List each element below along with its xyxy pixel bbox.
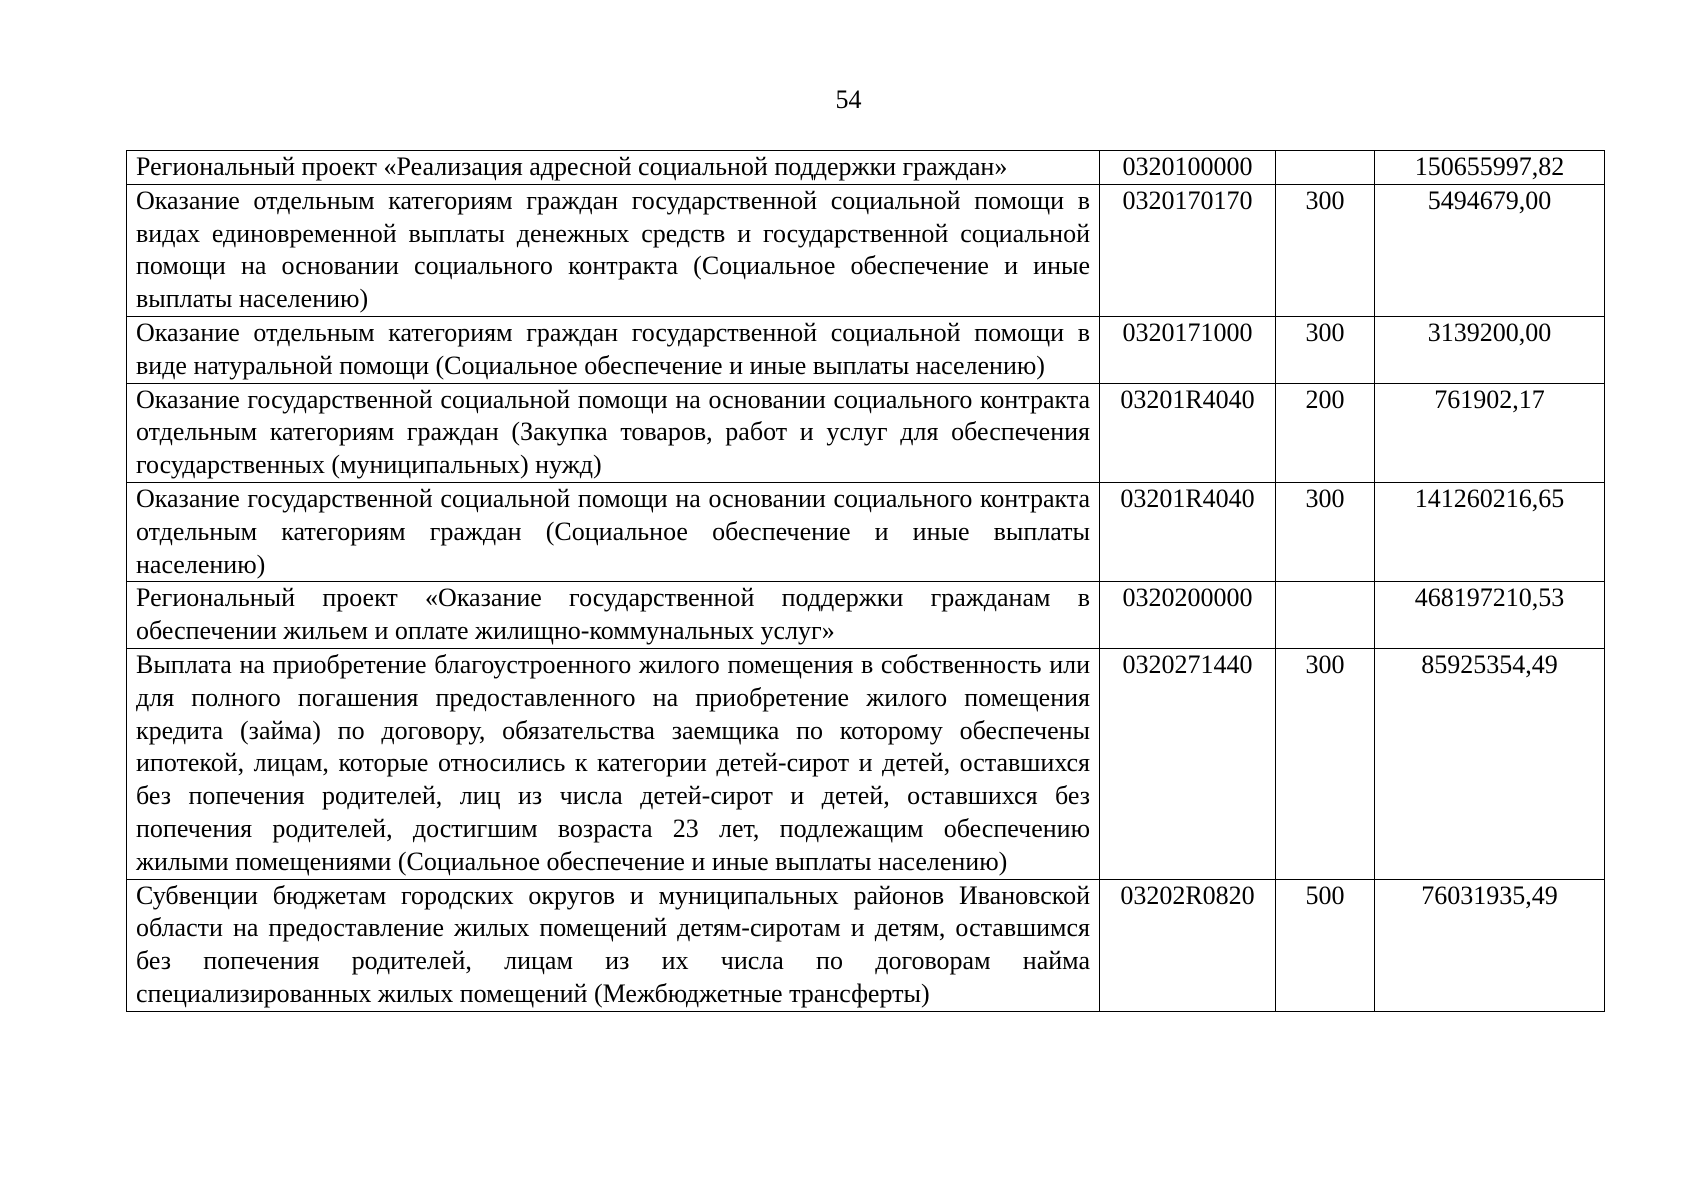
row-description: Оказание государственной социальной помощи на основании социального контракта отдельным категориям граждан (Социальное обеспечение и иные выплаты населению)	[127, 482, 1100, 581]
table-row	[127, 482, 1605, 581]
table-row	[127, 184, 1605, 316]
row-target-code: 0320100000	[1100, 151, 1276, 185]
row-expense-kind: 500	[1276, 879, 1375, 1011]
row-expense-kind	[1276, 582, 1375, 649]
row-amount: 150655997,82	[1375, 151, 1605, 185]
row-target-code: 0320271440	[1100, 648, 1276, 879]
table-row	[127, 648, 1605, 879]
row-description: Оказание отдельным категориям граждан государственной социальной помощи в видах единовременной выплаты денежных средств и государственной социальной помощи на основании социального контракта (Социальное обеспечение и иные выплаты населению)	[127, 184, 1100, 316]
row-amount: 761902,17	[1375, 383, 1605, 482]
row-target-code: 03201R4040	[1100, 383, 1276, 482]
row-expense-kind: 200	[1276, 383, 1375, 482]
table-row	[127, 383, 1605, 482]
table-row	[127, 316, 1605, 383]
table-row	[127, 151, 1605, 185]
row-target-code: 03201R4040	[1100, 482, 1276, 581]
row-description: Региональный проект «Оказание государственной поддержки гражданам в обеспечении жильем и оплате жилищно-коммунальных услуг»	[127, 582, 1100, 649]
row-expense-kind: 300	[1276, 648, 1375, 879]
row-target-code: 0320170170	[1100, 184, 1276, 316]
row-amount: 5494679,00	[1375, 184, 1605, 316]
row-expense-kind: 300	[1276, 184, 1375, 316]
row-amount: 76031935,49	[1375, 879, 1605, 1011]
row-description: Выплата на приобретение благоустроенного жилого помещения в собственность или для полного погашения предоставленного на приобретение жилого помещения кредита (займа) по договору, обязательства заемщика по которому обеспечены ипотекой, лицам, которые относились к категории детей-сирот и детей, оставшихся без попечения родителей, лиц из числа детей-сирот и детей, оставшихся без попечения родителей, достигшим возраста 23 лет, подлежащим обеспечению жилыми помещениями (Социальное обеспечение и иные выплаты населению)	[127, 648, 1100, 879]
page-number: 54	[835, 85, 862, 114]
row-expense-kind: 300	[1276, 316, 1375, 383]
budget-table	[126, 150, 1605, 1012]
row-description: Региональный проект «Реализация адресной социальной поддержки граждан»	[127, 151, 1100, 185]
row-target-code: 03202R0820	[1100, 879, 1276, 1011]
table-row	[127, 582, 1605, 649]
row-amount: 468197210,53	[1375, 582, 1605, 649]
row-target-code: 0320200000	[1100, 582, 1276, 649]
row-expense-kind: 300	[1276, 482, 1375, 581]
row-amount: 3139200,00	[1375, 316, 1605, 383]
table-row	[127, 879, 1605, 1011]
row-description: Оказание государственной социальной помощи на основании социального контракта отдельным категориям граждан (Закупка товаров, работ и услуг для обеспечения государственных (муниципальных) нужд)	[127, 383, 1100, 482]
row-description: Субвенции бюджетам городских округов и муниципальных районов Ивановской области на предоставление жилых помещений детям-сиротам и детям, оставшимся без попечения родителей, лицам из их числа по договорам найма специализированных жилых помещений (Межбюджетные трансферты)	[127, 879, 1100, 1011]
row-description: Оказание отдельным категориям граждан государственной социальной помощи в виде натуральной помощи (Социальное обеспечение и иные выплаты населению)	[127, 316, 1100, 383]
row-expense-kind	[1276, 151, 1375, 185]
row-amount: 141260216,65	[1375, 482, 1605, 581]
row-target-code: 0320171000	[1100, 316, 1276, 383]
row-amount: 85925354,49	[1375, 648, 1605, 879]
